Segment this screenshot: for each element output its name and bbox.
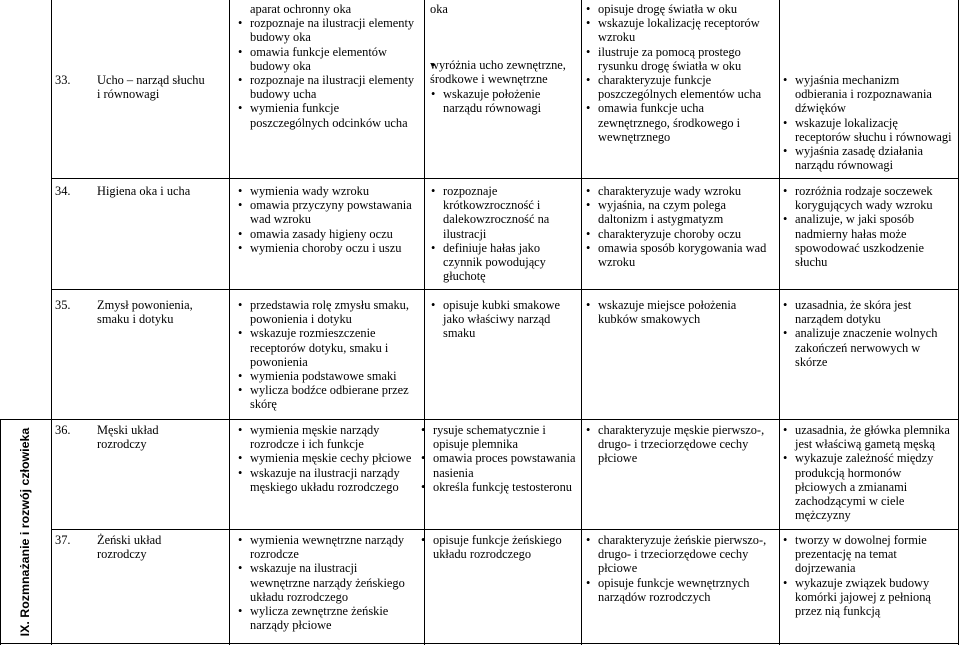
list-item: • wymienia choroby oczu i uszu (237, 241, 417, 255)
list-item: • rozpoznaje na ilustracji elementy budowy oka (237, 16, 417, 44)
list-item: • wymienia funkcje poszczególnych odcinków ucha (237, 101, 417, 129)
requirements-advanced (782, 423, 954, 522)
lesson-number: 33. (55, 73, 71, 87)
list-item: • wymienia wewnętrzne narządy rozrodcze (237, 533, 417, 561)
requirements-expanding (585, 533, 775, 604)
list-item: • wyjaśnia, na czym polega daltonizm i astygmatyzm (585, 198, 775, 226)
lesson-number: 36. (55, 423, 71, 437)
requirements-advanced (782, 184, 954, 269)
list-item: • charakteryzuje żeńskie pierwszo-, drugo- i trzeciorzędowe cechy płciowe (585, 533, 775, 576)
list-item: • opisuje drogę światła w oku (585, 2, 775, 16)
list-item: • wymienia męskie narządy rozrodcze i ich funkcje (237, 423, 417, 451)
table-border-right (958, 0, 959, 645)
list-item: • analizuje, w jaki sposób nadmierny hałas może spowodować uszkodzenie słuchu (782, 212, 954, 269)
lesson-topic: Męski układ rozrodczy (97, 423, 159, 452)
requirements-basic (237, 423, 417, 494)
lesson-topic: Ucho – narząd słuchu i równowagi (97, 73, 205, 102)
list-item: • omawia sposób korygowania wad wzroku (585, 241, 775, 269)
lesson-number: 34. (55, 184, 71, 198)
list-item: • wyjaśnia zasadę działania narządu równowagi (782, 144, 954, 172)
list-item: • wskazuje lokalizację receptorów słuchu i równowagi (782, 116, 954, 144)
list-item: • charakteryzuje męskie pierwszo-, drugo- i trzeciorzędowe cechy płciowe (585, 423, 775, 466)
row-divider-35 (0, 419, 959, 420)
lesson-topic: Żeński układ rozrodczy (97, 533, 162, 562)
list-item: • wyjaśnia mechanizm odbierania i rozpoznawania dźwięków (782, 73, 954, 116)
list-item: • wskazuje na ilustracji wewnętrzne narządy żeńskiego układu rozrodczego (237, 561, 417, 604)
list-item: • rozpoznaje krótkowzroczność i dalekowzroczność na ilustracji (430, 184, 576, 241)
list-item: • wskazuje miejsce położenia kubków smakowych (585, 298, 775, 326)
list-item: • omawia przyczyny powstawania wad wzroku (237, 198, 417, 226)
list-item: • charakteryzuje wady wzroku (585, 184, 775, 198)
list-item: • omawia proces powstawania nasienia (420, 451, 578, 479)
list-item: oka (430, 2, 448, 16)
requirements-extended (420, 423, 578, 494)
list-item: • omawia funkcje ucha zewnętrznego, środkowego i wewnętrznego (585, 101, 775, 144)
requirements-basic (237, 533, 417, 632)
list-item: • wymienia wady wzroku (237, 184, 417, 198)
list-item: • wykazuje związek budowy komórki jajowej z pełnioną przez nią funkcją (782, 576, 954, 619)
requirements-extended (420, 533, 578, 561)
list-item: • wykazuje zależność między produkcją hormonów płciowych a zmianami zachodzącymi w ciele mężczyzny (782, 451, 954, 522)
lesson-number: 37. (55, 533, 71, 547)
requirements-basic (237, 184, 417, 255)
requirements-expanding (585, 423, 775, 466)
requirements-advanced (782, 73, 954, 172)
table-divider-topic (229, 0, 230, 645)
list-item: • przedstawia rolę zmysłu smaku, powonienia i dotyku (237, 298, 417, 326)
section-label-cell (0, 419, 51, 645)
list-item: • rysuje schematycznie i opisuje plemnika (420, 423, 578, 451)
lesson-number: 35. (55, 298, 71, 312)
list-item: • rozróżnia rodzaje soczewek korygujących wady wzroku (782, 184, 954, 212)
list-item: • wymienia podstawowe smaki (237, 369, 417, 383)
list-item: • opisuje funkcje żeńskiego układu rozrodczego (420, 533, 578, 561)
list-item: • wskazuje rozmieszczenie receptorów dotyku, smaku i powonienia (237, 326, 417, 369)
row-divider-36 (51, 529, 959, 530)
section-title: IX. Rozmnażanie i rozwój człowieka (18, 427, 32, 637)
table-border-bottom (0, 643, 959, 644)
list-item: • omawia zasady higieny oczu (237, 227, 417, 241)
list-item: • wylicza bodźce odbierane przez skórę (237, 383, 417, 411)
row-divider-34 (51, 289, 959, 290)
table-border-left (51, 0, 52, 645)
list-item: • uzasadnia, że główka plemnika jest właściwą gametą męską (782, 423, 954, 451)
list-item: • opisuje kubki smakowe jako właściwy narząd smaku (430, 298, 576, 341)
requirements-extended (430, 184, 576, 283)
requirements-basic (237, 2, 417, 130)
list-item: • określa funkcję testosteronu (420, 480, 578, 494)
list-item: • ilustruje za pomocą prostego rysunku drogę światła w oku (585, 45, 775, 73)
list-item: • wyróżnia ucho zewnętrzne, środkowe i wewnętrzne (430, 58, 576, 86)
table-divider-c3 (779, 0, 780, 645)
table-divider-c2 (581, 0, 582, 645)
list-item: • opisuje funkcje wewnętrznych narządów rozrodczych (585, 576, 775, 604)
list-item: aparat ochronny oka (250, 2, 352, 16)
requirements-expanding (585, 184, 775, 269)
lesson-topic: Higiena oka i ucha (97, 184, 191, 198)
list-item: • charakteryzuje funkcje poszczególnych elementów ucha (585, 73, 775, 101)
list-item: • wskazuje lokalizację receptorów wzroku (585, 16, 775, 44)
requirements-expanding (585, 2, 775, 144)
list-item: • uzasadnia, że skóra jest narządem dotyku (782, 298, 954, 326)
requirements-extended (430, 298, 576, 341)
list-item: • charakteryzuje choroby oczu (585, 227, 775, 241)
list-item: • definiuje hałas jako czynnik powodujący głuchotę (430, 241, 576, 284)
lesson-topic: Zmysł powonienia, smaku i dotyku (97, 298, 193, 327)
requirements-advanced (782, 298, 954, 369)
requirements-basic (237, 298, 417, 412)
list-item: • omawia funkcje elementów budowy oka (237, 45, 417, 73)
requirements-extended (430, 2, 576, 115)
row-divider-33 (51, 178, 959, 179)
list-item: • tworzy w dowolnej formie prezentację na temat dojrzewania (782, 533, 954, 576)
requirements-advanced (782, 533, 954, 618)
list-item: • wymienia męskie cechy płciowe (237, 451, 417, 465)
requirements-expanding (585, 298, 775, 326)
list-item: • analizuje znaczenie wolnych zakończeń nerwowych w skórze (782, 326, 954, 369)
list-item: • wylicza zewnętrzne żeńskie narządy płciowe (237, 604, 417, 632)
list-item: • rozpoznaje na ilustracji elementy budowy ucha (237, 73, 417, 101)
list-item: • wskazuje położenie narządu równowagi (430, 87, 576, 115)
list-item: • wskazuje na ilustracji narządy męskiego układu rozrodczego (237, 466, 417, 494)
